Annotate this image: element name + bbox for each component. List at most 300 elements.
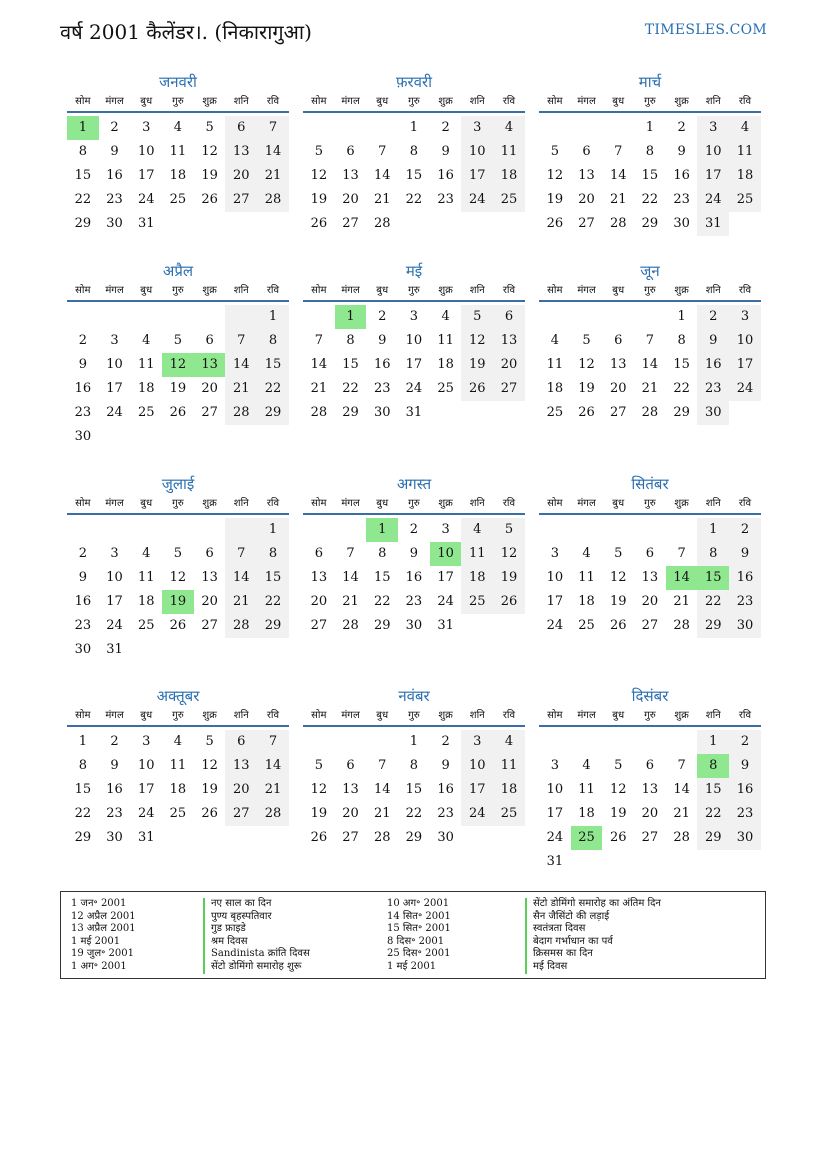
day-cell: 28: [373, 830, 391, 845]
day-cell: 31: [437, 618, 454, 633]
day-grid: [303, 730, 525, 850]
day-cell: 10: [546, 570, 564, 585]
day-cell: 20: [201, 381, 218, 396]
day-cell: 10: [137, 144, 155, 159]
day-cell: 13: [201, 570, 218, 585]
day-cell: 19: [493, 566, 525, 590]
day-cell: 20: [225, 164, 257, 188]
day-cell: 29: [74, 830, 92, 845]
month-name: नवंबर: [398, 687, 430, 705]
day-cell: 14: [225, 566, 257, 590]
day-cell: 19: [609, 806, 627, 821]
day-cell: 3: [697, 116, 729, 140]
day-cell: 15: [373, 570, 391, 585]
day-cell: 2: [78, 333, 87, 348]
day-cell: 13: [641, 782, 659, 797]
day-cell: 10: [729, 329, 761, 353]
day-cell: 26: [310, 830, 328, 845]
day-cell: 29: [257, 401, 289, 425]
day-cell: 4: [173, 120, 183, 135]
day-cell: 7: [346, 546, 355, 561]
empty-cell: [539, 305, 571, 329]
empty-cell: [257, 826, 289, 850]
empty-cell: [194, 305, 226, 329]
day-cell: 24: [729, 377, 761, 401]
weekday-label: बुध: [140, 285, 153, 296]
day-cell: 20: [310, 594, 328, 609]
day-cell: 26: [310, 216, 328, 231]
day-cell: 5: [205, 734, 214, 749]
day-cell: 28: [342, 618, 359, 633]
day-cell: 2: [441, 120, 450, 135]
day-cell: 19: [201, 168, 218, 183]
day-cell: 26: [461, 377, 493, 401]
empty-cell: [67, 305, 99, 329]
empty-cell: [602, 730, 634, 754]
day-cell: 28: [225, 614, 257, 638]
month-block: [67, 71, 289, 236]
day-cell: 1: [257, 305, 289, 329]
weekday-label: बुध: [612, 285, 625, 296]
weekday-label: बुध: [612, 710, 625, 721]
day-cell: 13: [310, 570, 328, 585]
day-cell: 9: [441, 758, 450, 773]
day-cell: 10: [106, 570, 123, 585]
day-cell: 23: [74, 405, 92, 420]
weekday-label: सोम: [311, 96, 327, 107]
day-grid: [539, 730, 761, 874]
weekday-label: रवि: [502, 96, 516, 107]
day-grid: [539, 518, 761, 638]
empty-cell: [493, 614, 525, 638]
day-cell: 27: [493, 377, 525, 401]
empty-cell: [729, 401, 761, 425]
empty-cell: [99, 305, 131, 329]
day-cell: 10: [697, 140, 729, 164]
day-cell: 20: [342, 806, 359, 821]
weekday-label: सोम: [547, 96, 563, 107]
day-cell: 21: [641, 381, 659, 396]
holiday-day-cell: 1: [335, 305, 367, 329]
day-cell: 10: [461, 754, 493, 778]
month-block: [303, 473, 525, 638]
day-cell: 26: [546, 216, 564, 231]
day-cell: 4: [461, 518, 493, 542]
empty-cell: [130, 425, 162, 449]
holiday-day-cell: 25: [571, 826, 603, 850]
weekday-label: शुक्र: [202, 710, 217, 721]
empty-cell: [461, 401, 493, 425]
weekday-label: मंगल: [341, 285, 360, 296]
day-cell: 16: [106, 168, 123, 183]
legend-col1-names: [203, 898, 310, 974]
weekday-label: सोम: [311, 498, 327, 509]
brand-link[interactable]: TIMESLES.COM: [644, 22, 767, 38]
day-cell: 8: [409, 144, 419, 159]
empty-cell: [571, 518, 603, 542]
day-cell: 21: [225, 377, 257, 401]
day-cell: 26: [609, 830, 627, 845]
empty-cell: [162, 518, 194, 542]
day-cell: 12: [169, 570, 187, 585]
day-cell: 7: [378, 144, 387, 159]
day-cell: 2: [110, 734, 119, 749]
day-cell: 10: [546, 782, 564, 797]
day-cell: 8: [78, 144, 87, 159]
weekday-label: रवि: [738, 498, 752, 509]
legend-holiday-name: श्रम दिवस: [203, 936, 310, 949]
day-cell: 11: [137, 570, 155, 585]
month-name: जून: [640, 262, 660, 280]
empty-cell: [99, 425, 131, 449]
month-name: दिसंबर: [631, 687, 669, 705]
weekday-label: शनि: [705, 498, 721, 509]
empty-cell: [335, 730, 367, 754]
weekday-label: रवि: [502, 710, 516, 721]
day-cell: 7: [257, 116, 289, 140]
day-cell: 18: [137, 594, 155, 609]
day-cell: 8: [677, 333, 686, 348]
day-cell: 6: [205, 333, 214, 348]
day-cell: 25: [137, 405, 155, 420]
day-grid: [67, 116, 289, 236]
empty-cell: [257, 425, 289, 449]
day-cell: 24: [106, 618, 123, 633]
day-cell: 21: [257, 164, 289, 188]
day-cell: 30: [106, 830, 123, 845]
day-cell: 27: [201, 405, 218, 420]
day-cell: 12: [609, 570, 627, 585]
day-cell: 25: [169, 192, 187, 207]
month-block: [539, 685, 761, 874]
day-cell: 28: [673, 830, 690, 845]
month-block: [539, 260, 761, 425]
empty-cell: [697, 850, 729, 874]
day-cell: 27: [201, 618, 218, 633]
day-cell: 5: [550, 144, 559, 159]
day-cell: 29: [373, 618, 391, 633]
empty-cell: [493, 212, 525, 236]
empty-cell: [162, 305, 194, 329]
weekday-label: शनि: [469, 96, 485, 107]
legend-date: 13 अप्रैल 2001: [71, 923, 136, 935]
weekday-label: शनि: [469, 285, 485, 296]
day-cell: 3: [110, 333, 119, 348]
legend-date: 12 अप्रैल 2001: [71, 910, 136, 922]
day-cell: 17: [546, 594, 564, 609]
empty-cell: [571, 850, 603, 874]
day-cell: 4: [493, 730, 525, 754]
weekday-label: शुक्र: [202, 96, 217, 107]
day-cell: 12: [609, 782, 627, 797]
month-block: [539, 473, 761, 638]
day-cell: 27: [225, 802, 257, 826]
day-cell: 11: [493, 140, 525, 164]
weekday-header: [303, 707, 525, 727]
day-cell: 23: [729, 590, 761, 614]
weekday-label: शनि: [233, 498, 249, 509]
day-cell: 30: [405, 618, 423, 633]
empty-cell: [461, 212, 493, 236]
holiday-day-cell: 15: [697, 566, 729, 590]
day-cell: 6: [314, 546, 323, 561]
empty-cell: [539, 518, 571, 542]
month-block: [67, 260, 289, 449]
weekday-label: गुरु: [172, 96, 184, 107]
day-cell: 25: [493, 802, 525, 826]
empty-cell: [461, 614, 493, 638]
weekday-label: शुक्र: [674, 285, 689, 296]
day-cell: 5: [173, 546, 183, 561]
day-cell: 6: [645, 546, 655, 561]
day-cell: 24: [405, 381, 423, 396]
day-cell: 14: [373, 782, 391, 797]
day-cell: 19: [310, 806, 328, 821]
empty-cell: [67, 518, 99, 542]
weekday-label: शनि: [705, 710, 721, 721]
day-cell: 28: [225, 401, 257, 425]
day-cell: 8: [257, 329, 289, 353]
day-cell: 22: [673, 381, 690, 396]
day-cell: 17: [405, 357, 423, 372]
empty-cell: [493, 401, 525, 425]
day-cell: 24: [137, 192, 155, 207]
day-cell: 30: [74, 642, 92, 657]
day-cell: 26: [201, 192, 218, 207]
month-name: अक्तूबर: [156, 687, 200, 705]
day-cell: 26: [169, 405, 187, 420]
weekday-label: बुध: [140, 498, 153, 509]
day-cell: 2: [409, 522, 419, 537]
empty-cell: [225, 305, 257, 329]
day-cell: 22: [405, 806, 423, 821]
day-cell: 17: [461, 778, 493, 802]
day-cell: 21: [373, 192, 391, 207]
empty-cell: [130, 305, 162, 329]
day-cell: 7: [677, 546, 686, 561]
day-cell: 15: [257, 353, 289, 377]
day-cell: 9: [78, 570, 87, 585]
weekday-label: शनि: [705, 285, 721, 296]
day-cell: 25: [437, 381, 454, 396]
day-cell: 2: [677, 120, 686, 135]
day-cell: 18: [169, 168, 187, 183]
day-cell: 8: [409, 758, 419, 773]
weekday-label: रवि: [738, 710, 752, 721]
day-cell: 7: [257, 730, 289, 754]
empty-cell: [634, 305, 666, 329]
day-cell: 9: [729, 542, 761, 566]
day-cell: 13: [609, 357, 627, 372]
day-cell: 11: [437, 333, 454, 348]
day-cell: 3: [550, 546, 559, 561]
day-cell: 21: [373, 806, 391, 821]
day-cell: 13: [578, 168, 595, 183]
empty-cell: [430, 212, 462, 236]
day-cell: 7: [225, 542, 257, 566]
day-cell: 21: [257, 778, 289, 802]
day-cell: 9: [677, 144, 686, 159]
month-block: [303, 71, 525, 236]
month-name: फ़रवरी: [395, 73, 433, 91]
day-cell: 4: [550, 333, 559, 348]
weekday-label: सोम: [75, 96, 91, 107]
day-cell: 20: [609, 381, 627, 396]
empty-cell: [225, 826, 257, 850]
day-cell: 7: [225, 329, 257, 353]
weekday-label: सोम: [547, 710, 563, 721]
day-cell: 15: [405, 168, 423, 183]
empty-cell: [303, 730, 335, 754]
holiday-day-cell: 10: [430, 542, 462, 566]
weekday-label: शनि: [233, 285, 249, 296]
day-cell: 6: [346, 758, 355, 773]
weekday-label: मंगल: [105, 498, 124, 509]
day-cell: 22: [257, 377, 289, 401]
day-cell: 12: [201, 758, 218, 773]
legend-holiday-name: गुड फ्राइडे: [203, 923, 310, 936]
weekday-label: शुक्र: [438, 285, 453, 296]
day-cell: 3: [409, 309, 419, 324]
day-cell: 9: [697, 329, 729, 353]
weekday-label: शुक्र: [438, 96, 453, 107]
day-cell: 6: [645, 758, 655, 773]
day-cell: 27: [342, 216, 359, 231]
empty-cell: [571, 730, 603, 754]
weekday-header: [303, 495, 525, 515]
weekday-header: [539, 495, 761, 515]
weekday-label: सोम: [75, 710, 91, 721]
day-cell: 4: [173, 734, 183, 749]
day-grid: [303, 116, 525, 236]
weekday-label: बुध: [140, 96, 153, 107]
day-cell: 10: [461, 140, 493, 164]
day-cell: 23: [437, 806, 454, 821]
empty-cell: [430, 401, 462, 425]
day-cell: 10: [405, 333, 423, 348]
day-cell: 18: [578, 594, 595, 609]
day-cell: 5: [173, 333, 183, 348]
day-cell: 28: [609, 216, 627, 231]
empty-cell: [539, 730, 571, 754]
day-cell: 27: [641, 830, 659, 845]
day-grid: [67, 305, 289, 449]
empty-cell: [225, 518, 257, 542]
day-cell: 4: [142, 333, 151, 348]
weekday-label: रवि: [266, 96, 280, 107]
empty-cell: [194, 638, 226, 662]
day-cell: 8: [257, 542, 289, 566]
day-cell: 30: [74, 429, 92, 444]
day-cell: 14: [641, 357, 659, 372]
empty-cell: [539, 116, 571, 140]
weekday-label: गुरु: [172, 285, 184, 296]
day-cell: 8: [697, 542, 729, 566]
empty-cell: [257, 212, 289, 236]
day-cell: 29: [673, 405, 690, 420]
day-cell: 4: [729, 116, 761, 140]
day-cell: 23: [74, 618, 92, 633]
day-cell: 7: [645, 333, 655, 348]
day-cell: 22: [373, 594, 391, 609]
day-cell: 3: [550, 758, 559, 773]
weekday-label: शुक्र: [202, 498, 217, 509]
day-cell: 11: [729, 140, 761, 164]
weekday-header: [67, 495, 289, 515]
day-cell: 30: [729, 614, 761, 638]
day-cell: 4: [493, 116, 525, 140]
day-cell: 21: [673, 594, 690, 609]
day-cell: 3: [142, 734, 151, 749]
day-cell: 18: [729, 164, 761, 188]
day-cell: 11: [461, 542, 493, 566]
month-name: मई: [405, 262, 423, 280]
weekday-label: शनि: [233, 96, 249, 107]
day-grid: [67, 518, 289, 662]
weekday-header: [67, 93, 289, 113]
day-cell: 18: [137, 381, 155, 396]
empty-cell: [634, 730, 666, 754]
empty-cell: [162, 212, 194, 236]
day-cell: 4: [582, 758, 591, 773]
day-cell: 1: [78, 734, 87, 749]
weekday-label: सोम: [75, 285, 91, 296]
empty-cell: [130, 638, 162, 662]
weekday-label: बुध: [376, 285, 389, 296]
legend-date: 1 अग॰ 2001: [71, 960, 127, 972]
day-cell: 30: [729, 826, 761, 850]
day-cell: 8: [346, 333, 355, 348]
empty-cell: [194, 425, 226, 449]
day-cell: 5: [614, 546, 623, 561]
empty-cell: [602, 518, 634, 542]
day-cell: 25: [137, 618, 155, 633]
empty-cell: [225, 425, 257, 449]
day-cell: 25: [546, 405, 564, 420]
day-cell: 24: [461, 802, 493, 826]
day-cell: 2: [441, 734, 450, 749]
day-cell: 1: [645, 120, 655, 135]
empty-cell: [130, 518, 162, 542]
legend-holiday-name: पुण्य बृहस्पतिवार: [203, 911, 310, 924]
day-cell: 25: [729, 188, 761, 212]
day-cell: 14: [310, 357, 328, 372]
weekday-label: बुध: [376, 96, 389, 107]
weekday-label: शुक्र: [438, 710, 453, 721]
day-cell: 17: [697, 164, 729, 188]
month-name: अप्रैल: [162, 262, 194, 280]
day-cell: 13: [225, 754, 257, 778]
day-cell: 19: [201, 782, 218, 797]
weekday-label: शुक्र: [438, 498, 453, 509]
day-cell: 9: [78, 357, 87, 372]
day-cell: 24: [137, 806, 155, 821]
day-cell: 19: [310, 192, 328, 207]
day-grid: [303, 305, 525, 425]
day-cell: 11: [578, 782, 595, 797]
empty-cell: [366, 116, 398, 140]
day-cell: 24: [546, 618, 564, 633]
weekday-label: गुरु: [172, 498, 184, 509]
empty-cell: [194, 826, 226, 850]
holiday-day-cell: 1: [366, 518, 398, 542]
day-cell: 16: [673, 168, 690, 183]
day-cell: 24: [437, 594, 454, 609]
legend-holiday-name: स्वतंत्रता दिवस: [525, 923, 661, 936]
legend-date: 8 दिस॰ 2001: [387, 935, 445, 947]
weekday-label: गुरु: [408, 498, 420, 509]
day-cell: 7: [614, 144, 623, 159]
